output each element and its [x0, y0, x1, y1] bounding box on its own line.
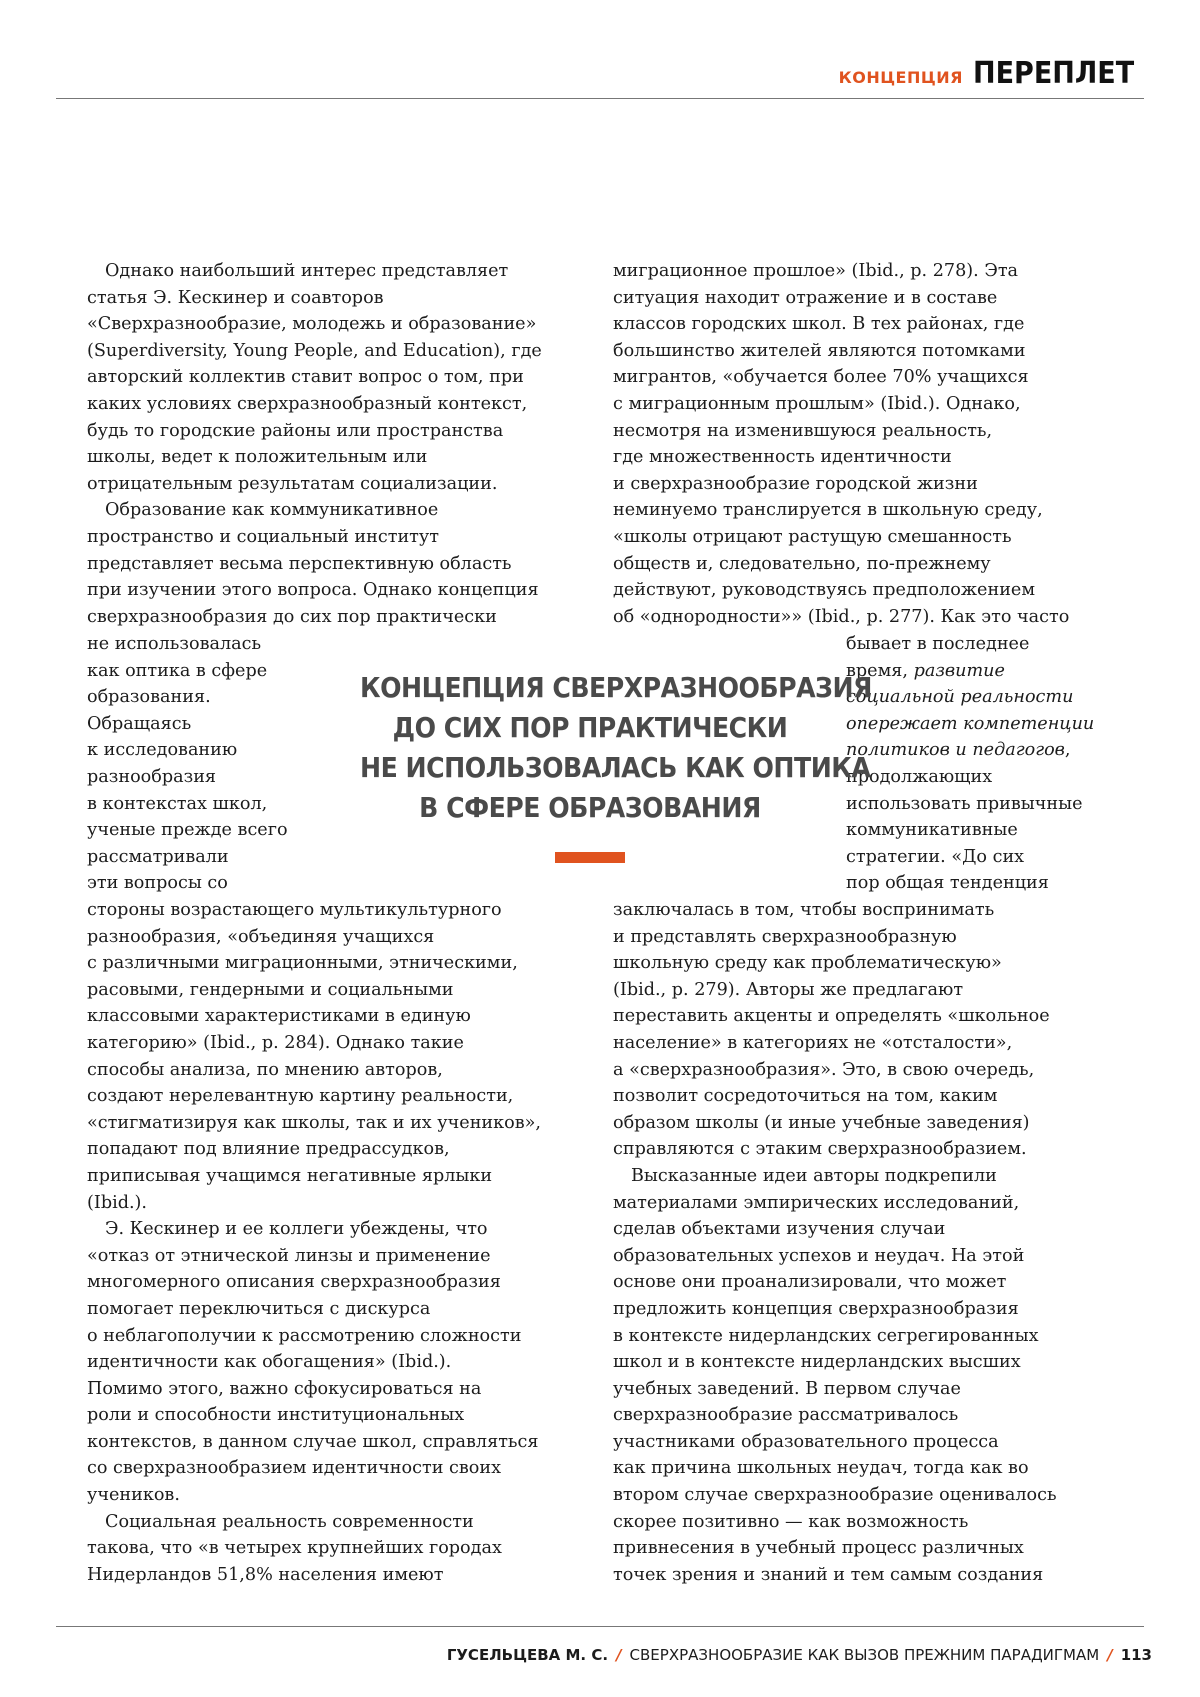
text-line: участниками образовательного процесса — [613, 1429, 1133, 1456]
footer-separator: / — [1107, 1646, 1112, 1664]
text-line: способы анализа, по мнению авторов, — [87, 1057, 607, 1084]
text-line: такова, что «в четырех крупнейших городах — [87, 1535, 607, 1562]
text-line: ученые прежде всего — [87, 817, 287, 844]
text-line: коммуникативные — [846, 817, 1146, 844]
text-line: сверхразнообразия до сих пор практически — [87, 604, 607, 631]
text-line: Социальная реальность современности — [87, 1509, 607, 1536]
footer-article-title: СВЕРХРАЗНООБРАЗИЕ КАК ВЫЗОВ ПРЕЖНИМ ПАРАДИГМАМ — [630, 1646, 1100, 1664]
text-line: учеников. — [87, 1482, 607, 1509]
text-line: к исследованию — [87, 737, 287, 764]
pull-quote-line: НЕ ИСПОЛЬЗОВАЛАСЬ КАК ОПТИКА — [360, 748, 820, 788]
text-line: обществ и, следовательно, по-прежнему — [613, 551, 1133, 578]
left-column-bottom — [87, 897, 607, 1588]
text-line: пор общая тенденция — [846, 870, 1146, 897]
italic-run: развитие — [914, 661, 1005, 681]
text-line: и представлять сверхразнообразную — [613, 924, 1133, 951]
text-line: каких условиях сверхразнообразный контекст, — [87, 391, 607, 418]
text-line: «Сверхразнообразие, молодежь и образование» — [87, 311, 607, 338]
text-line: школ и в контексте нидерландских высших — [613, 1349, 1133, 1376]
text-run: , — [1065, 740, 1071, 760]
text-line: стороны возрастающего мультикультурного — [87, 897, 607, 924]
text-line: заключалась в том, чтобы воспринимать — [613, 897, 1133, 924]
pull-quote — [360, 668, 820, 863]
text-line: «стигматизируя как школы, так и их учеников», — [87, 1110, 607, 1137]
text-line: образовательных успехов и неудач. На этой — [613, 1243, 1133, 1270]
text-line: классовыми характеристиками в единую — [87, 1003, 607, 1030]
text-line: школьную среду как проблематическую» — [613, 950, 1133, 977]
text-line: будь то городские районы или пространства — [87, 418, 607, 445]
text-line: продолжающих — [846, 764, 1146, 791]
text-line: Помимо этого, важно сфокусироваться на — [87, 1376, 607, 1403]
text-line: Высказанные идеи авторы подкрепили — [613, 1163, 1133, 1190]
text-line: (Ibid.). — [87, 1190, 607, 1217]
text-line: и сверхразнообразие городской жизни — [613, 471, 1133, 498]
text-line: авторский коллектив ставит вопрос о том, при — [87, 364, 607, 391]
text-line: идентичности как обогащения» (Ibid.). — [87, 1349, 607, 1376]
page-number: 113 — [1121, 1646, 1152, 1664]
italic-run: политиков и педагогов — [846, 740, 1065, 760]
magazine-title: ПЕРЕПЛЕТ — [973, 56, 1134, 91]
text-line: статья Э. Кескинер и соавторов — [87, 285, 607, 312]
text-line: привнесения в учебный процесс различных — [613, 1535, 1133, 1562]
text-line: предложить концепция сверхразнообразия — [613, 1296, 1133, 1323]
text-line: позволит сосредоточиться на том, каким — [613, 1083, 1133, 1110]
text-line: точек зрения и знаний и тем самым создания — [613, 1562, 1133, 1589]
pull-quote-line: ДО СИХ ПОР ПРАКТИЧЕСКИ — [360, 708, 820, 748]
footer-rule — [56, 1626, 1144, 1627]
text-line: образом школы (и иные учебные заведения) — [613, 1110, 1133, 1137]
pull-quote-accent-bar — [555, 852, 625, 863]
text-line: учебных заведений. В первом случае — [613, 1376, 1133, 1403]
text-line: «школы отрицают растущую смешанность — [613, 524, 1133, 551]
text-line — [846, 737, 1146, 764]
left-column-top — [87, 258, 607, 630]
text-line: скорее позитивно — как возможность — [613, 1509, 1133, 1536]
text-line: Образование как коммуникативное — [87, 497, 607, 524]
text-line: с различными миграционными, этническими, — [87, 950, 607, 977]
text-line: в контекстах школ, — [87, 791, 287, 818]
text-line: «отказ от этнической линзы и применение — [87, 1243, 607, 1270]
text-line: разнообразия, «объединяя учащихся — [87, 924, 607, 951]
text-line: рассматривали — [87, 844, 287, 871]
text-line: в контексте нидерландских сегрегированных — [613, 1323, 1133, 1350]
right-column-wrap — [846, 631, 1146, 897]
text-line: бывает в последнее — [846, 631, 1146, 658]
text-line: контекстов, в данном случае школ, справляться — [87, 1429, 607, 1456]
pull-quote-line: В СФЕРЕ ОБРАЗОВАНИЯ — [360, 788, 820, 828]
text-line: разнообразия — [87, 764, 287, 791]
text-line: роли и способности институциональных — [87, 1402, 607, 1429]
text-line: попадают под влияние предрассудков, — [87, 1136, 607, 1163]
text-line: сверхразнообразие рассматривалось — [613, 1402, 1133, 1429]
text-line: о неблагополучии к рассмотрению сложности — [87, 1323, 607, 1350]
right-column-bottom — [613, 897, 1133, 1588]
text-line: втором случае сверхразнообразие оценивалось — [613, 1482, 1133, 1509]
text-line: приписывая учащимся негативные ярлыки — [87, 1163, 607, 1190]
text-line: как причина школьных неудач, тогда как во — [613, 1455, 1133, 1482]
text-line: об «однородности»» (Ibid., p. 277). Как это часто — [613, 604, 1133, 631]
text-line: категорию» (Ibid., p. 284). Однако такие — [87, 1030, 607, 1057]
text-run: время, — [846, 661, 914, 681]
header-rule — [56, 98, 1144, 99]
text-line: действуют, руководствуясь предположением — [613, 577, 1133, 604]
text-line: эти вопросы со — [87, 870, 287, 897]
text-line: материалами эмпирических исследований, — [613, 1190, 1133, 1217]
text-line: стратегии. «До сих — [846, 844, 1146, 871]
footer-author: ГУСЕЛЬЦЕВА М. С. — [447, 1646, 608, 1664]
text-line: со сверхразнообразием идентичности своих — [87, 1455, 607, 1482]
text-line: неминуемо транслируется в школьную среду, — [613, 497, 1133, 524]
text-line: справляются с этаким сверхразнообразием. — [613, 1136, 1133, 1163]
text-line — [846, 658, 1146, 685]
page-footer — [447, 1646, 1152, 1664]
text-line: как оптика в сфере — [87, 658, 287, 685]
text-line: пространство и социальный институт — [87, 524, 607, 551]
text-line: сделав объектами изучения случаи — [613, 1216, 1133, 1243]
text-line: классов городских школ. В тех районах, где — [613, 311, 1133, 338]
text-line: Нидерландов 51,8% населения имеют — [87, 1562, 607, 1589]
text-line: переставить акценты и определять «школьное — [613, 1003, 1133, 1030]
text-line: мигрантов, «обучается более 70% учащихся — [613, 364, 1133, 391]
pull-quote-line: КОНЦЕПЦИЯ СВЕРХРАЗНООБРАЗИЯ — [360, 668, 820, 708]
text-line: создают нерелевантную картину реальности, — [87, 1083, 607, 1110]
left-column-wrap — [87, 631, 287, 897]
text-line: представляет весьма перспективную область — [87, 551, 607, 578]
text-line: миграционное прошлое» (Ibid., p. 278). Эта — [613, 258, 1133, 285]
section-label: КОНЦЕПЦИЯ — [839, 68, 963, 87]
text-line: Однако наибольший интерес представляет — [87, 258, 607, 285]
text-line: несмотря на изменившуюся реальность, — [613, 418, 1133, 445]
text-line: (Superdiversity, Young People, and Education), где — [87, 338, 607, 365]
text-line: а «сверхразнообразия». Это, в свою очередь, — [613, 1057, 1133, 1084]
italic-run: опережает компетенции — [846, 714, 1094, 734]
italic-run: социальной реальности — [846, 687, 1073, 707]
text-line: где множественность идентичности — [613, 444, 1133, 471]
text-line: расовыми, гендерными и социальными — [87, 977, 607, 1004]
text-line: с миграционным прошлым» (Ibid.). Однако, — [613, 391, 1133, 418]
text-line: большинство жителей являются потомками — [613, 338, 1133, 365]
text-line — [846, 711, 1146, 738]
text-line: школы, ведет к положительным или — [87, 444, 607, 471]
text-line: использовать привычные — [846, 791, 1146, 818]
text-line: ситуация находит отражение и в составе — [613, 285, 1133, 312]
text-line: отрицательным результатам социализации. — [87, 471, 607, 498]
text-line — [846, 684, 1146, 711]
text-line: (Ibid., p. 279). Авторы же предлагают — [613, 977, 1133, 1004]
text-line: помогает переключиться с дискурса — [87, 1296, 607, 1323]
text-line: не использовалась — [87, 631, 287, 658]
text-line: при изучении этого вопроса. Однако концепция — [87, 577, 607, 604]
footer-separator: / — [616, 1646, 621, 1664]
text-line: Обращаясь — [87, 711, 287, 738]
text-line: образования. — [87, 684, 287, 711]
text-line: Э. Кескинер и ее коллеги убеждены, что — [87, 1216, 607, 1243]
text-line: многомерного описания сверхразнообразия — [87, 1269, 607, 1296]
page-header — [839, 56, 1152, 91]
right-column-top — [613, 258, 1133, 630]
text-line: основе они проанализировали, что может — [613, 1269, 1133, 1296]
text-line: население» в категориях не «отсталости», — [613, 1030, 1133, 1057]
